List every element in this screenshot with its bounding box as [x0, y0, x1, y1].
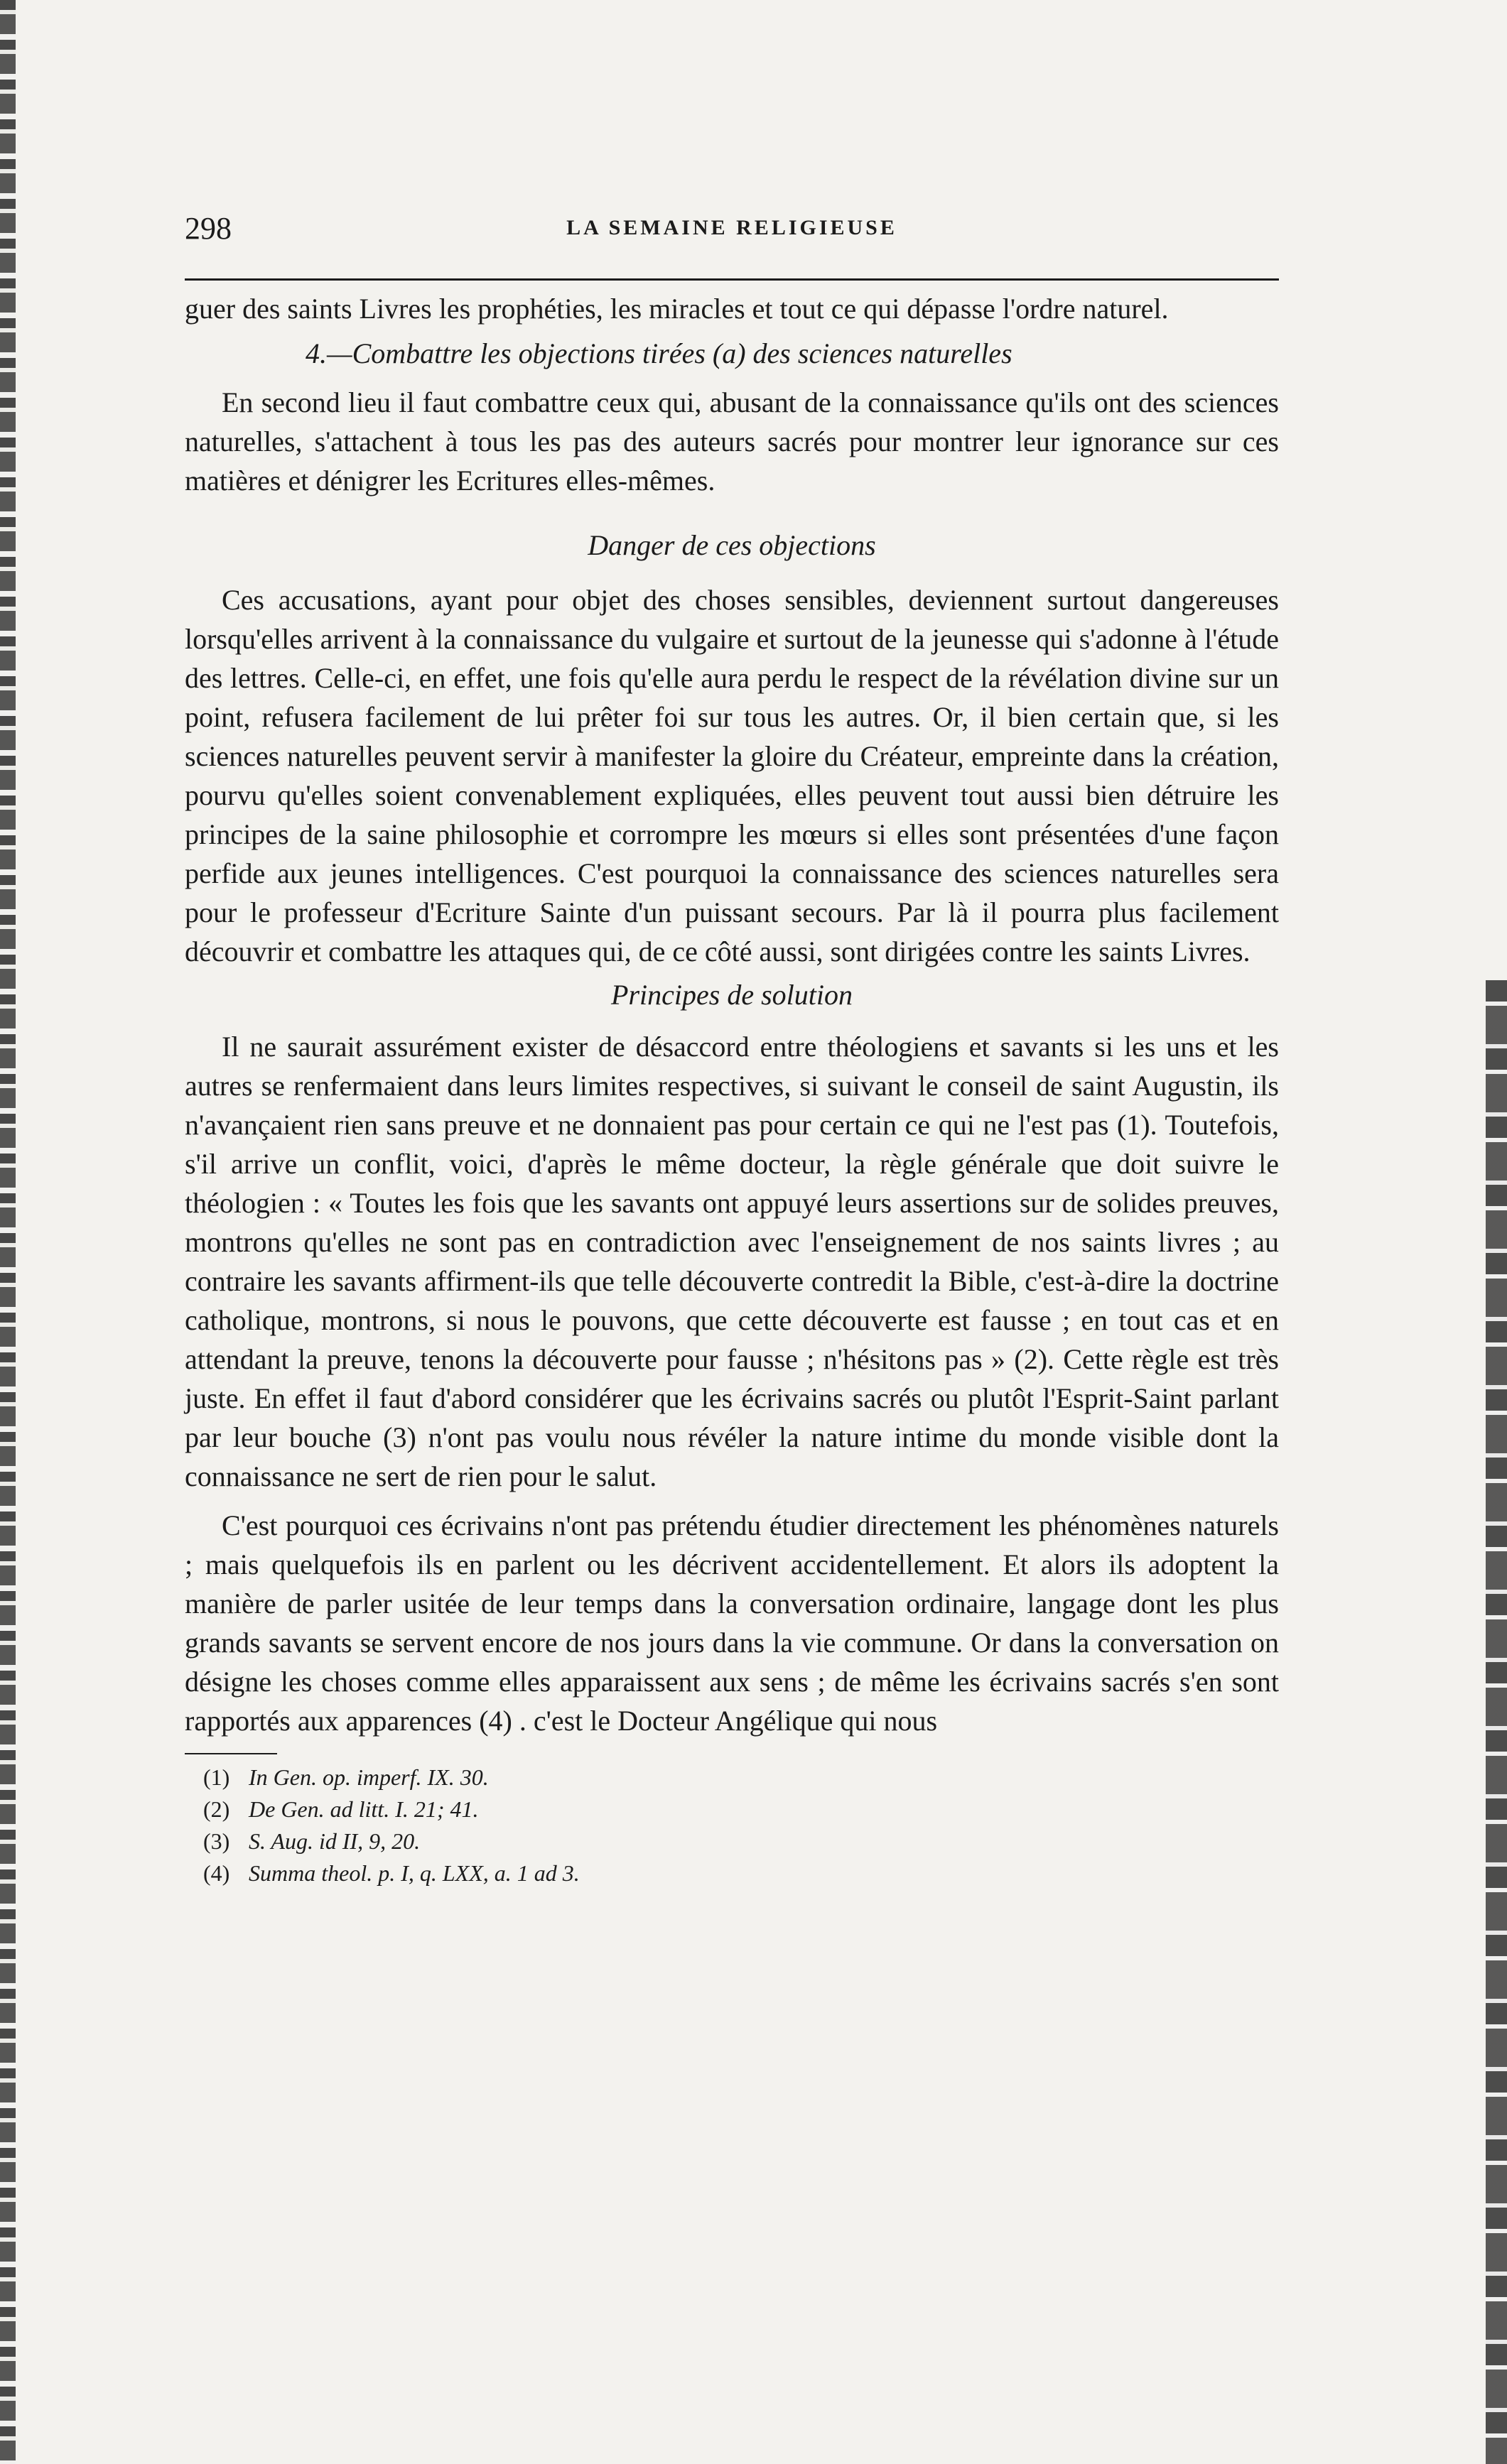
paragraph-danger: Ces accusations, ayant pour objet des choses sensibles, deviennent surtout dangereuses lorsqu'elles arrivent à la connaissance du vulgaire et surtout de la jeunesse qui s'adonne à l'étude des lettres. Celle-ci, en effet, une fois qu'elle aura perdu le respect de la révélation divine sur un point, refusera facilement de lui prêter foi sur tous les autres. Or, il bien certain que, si les sciences naturelles peuvent servir à manifester la gloire du Créateur, empreinte dans la création, pourvu qu'elles soient convenablement expliquées, elles peuvent tout aussi bien détruire les principes de la saine philosophie et corrompre les mœurs si elles sont présentées d'une façon perfide aux jeunes intelligences. C'est pourquoi la connaissance des sciences naturelles sera pour le professeur d'Ecriture Sainte d'un puissant secours. Par là il pourra plus facilement découvrir et combattre les attaques qui, de ce côté aussi, sont dirigées contre les saints Livres.	[185, 584, 1279, 967]
footnote	[203, 1793, 1279, 1825]
footnote-number: (4)	[203, 1860, 230, 1886]
footnote-text: In Gen. op. imperf. IX. 30.	[249, 1764, 489, 1790]
footnote-list	[185, 1762, 1279, 1889]
scan-edge-right	[1486, 980, 1507, 2464]
footnote	[203, 1825, 1279, 1857]
paragraph-solution-1: Il ne saurait assurément exister de désaccord entre théologiens et savants si les uns et les autres se renfermaient dans leurs limites respectives, si suivant le conseil de saint Augustin, ils n'avançaient rien sans preuve et ne donnaient pas pour certain ce qui ne l'est pas (1). Toutefois, s'il arrive un conflit, voici, d'après le même docteur, la règle générale que doit suivre le théologien : « Toutes les fois que les savants ont appuyé leurs assertions sur de solides preuves, montrons qu'elles ne sont pas en contradiction avec l'enseignement de nos saints livres ; au contraire les savants affirment-ils que telle découverte contredit la Bible, c'est-à-dire la doctrine catholique, montrons, si nous le pouvons, que cette découverte est fausse ; en tout cas et en attendant la preuve, tenons la découverte pour fausse ; n'hésitons pas » (2). Cette règle est très juste. En effet il faut d'abord considérer que les écrivains sacrés ou plutôt l'Esprit-Saint parlant par leur bouche (3) n'ont pas voulu nous révéler la nature intime du monde visible dont la connaissance ne sert de rien pour le salut.	[185, 1031, 1279, 1492]
paragraph-intro: En second lieu il faut combattre ceux qui, abusant de la connaissance qu'ils ont des sciences naturelles, s'attachent à tous les pas des auteurs sacrés pour montrer leur ignorance sur ces matières et dénigrer les Ecritures elles-mêmes.	[185, 386, 1279, 496]
footnote-number: (1)	[203, 1764, 230, 1790]
footnote-number: (2)	[203, 1796, 230, 1822]
footnote-number: (3)	[203, 1828, 230, 1854]
footnote-text: De Gen. ad litt. I. 21; 41.	[249, 1796, 479, 1822]
footnote-text: S. Aug. id II, 9, 20.	[249, 1828, 421, 1854]
subheading-danger: Danger de ces objections	[588, 529, 876, 561]
subheading-solution: Principes de solution	[611, 979, 853, 1011]
opening-continuation: guer des saints Livres les prophéties, les miracles et tout ce qui dépasse l'ordre naturel.	[185, 293, 1169, 325]
paragraph-solution-2: C'est pourquoi ces écrivains n'ont pas prétendu étudier directement les phénomènes naturels ; mais quelquefois ils en parlent ou les décrivent accidentellement. Et alors ils adoptent la manière de parler usitée de leur temps dans la conversation ordinaire, langage dont les plus grands savants se servent encore de nos jours dans la vie commune. Or dans la conversation on désigne les choses comme elles apparaissent aux sens ; de même les écrivains sacrés s'en sont rapportés aux apparences (4) . c'est le Docteur Angélique qui nous	[185, 1509, 1279, 1737]
footnote	[203, 1857, 1279, 1889]
header-rule	[185, 278, 1279, 281]
footnote-text: Summa theol. p. I, q. LXX, a. 1 ad 3.	[249, 1860, 580, 1886]
document-page	[185, 210, 1279, 1889]
page-header	[185, 210, 1279, 260]
section-heading: 4.—Combattre les objections tirées (a) des sciences naturelles	[306, 337, 1012, 369]
page-number: 298	[185, 211, 232, 246]
footnote	[203, 1762, 1279, 1793]
scan-edge-left	[0, 0, 16, 2464]
running-title: LA SEMAINE RELIGIEUSE	[566, 216, 897, 239]
footnote-rule	[185, 1753, 277, 1754]
